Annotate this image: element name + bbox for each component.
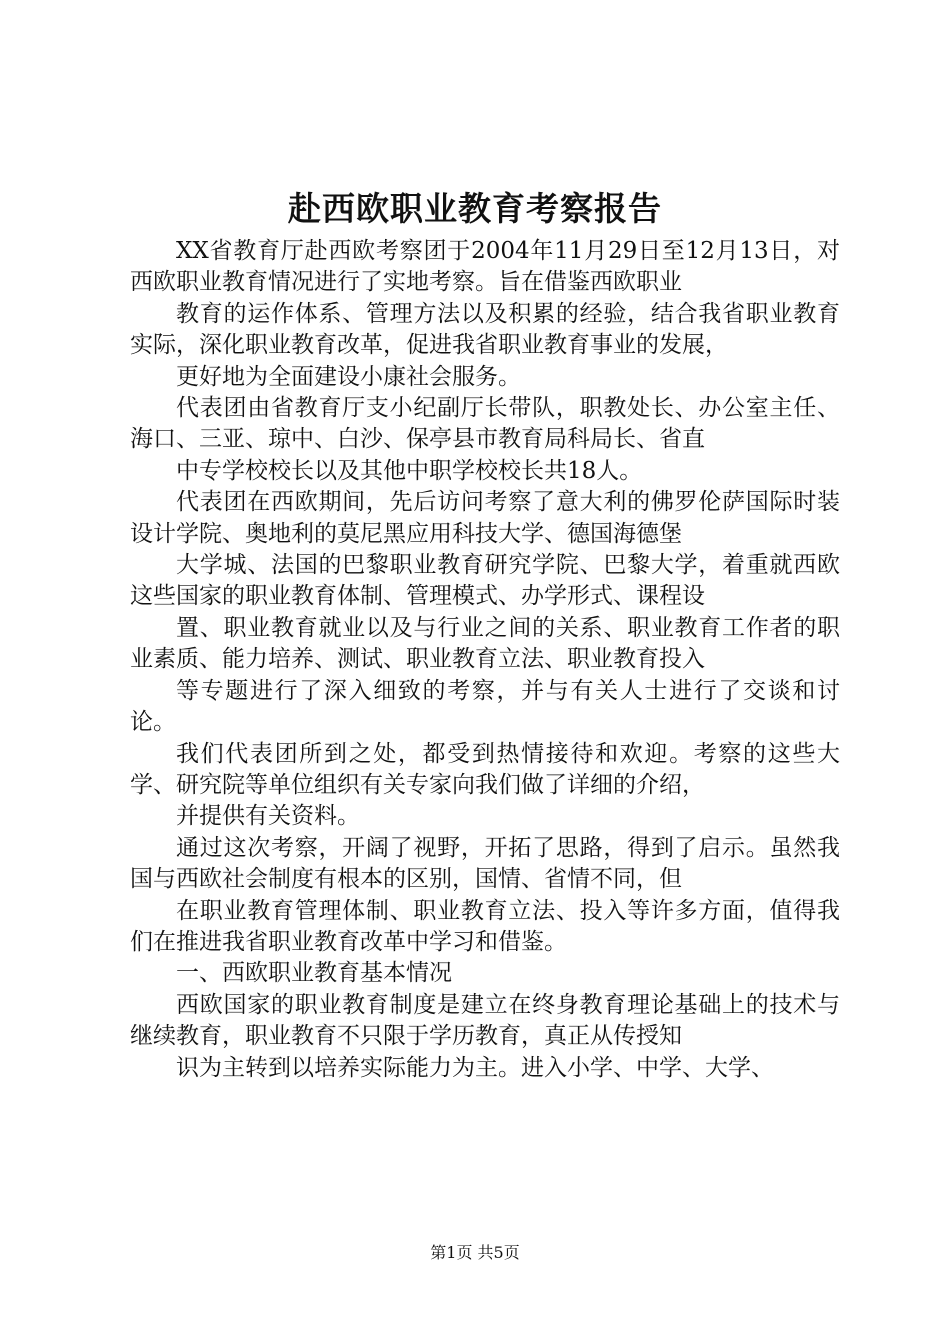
paragraph: 西欧国家的职业教育制度是建立在终身教育理论基础上的技术与继续教育，职业教育不只限于学历教育，真正从传授知	[130, 991, 840, 1050]
paragraph: 通过这次考察，开阔了视野，开拓了思路，得到了启示。虽然我国与西欧社会制度有根本的区别，国情、省情不同，但	[130, 834, 840, 893]
page-footer: 第1页 共5页	[430, 1243, 520, 1262]
paragraph: 并提供有关资料。	[176, 803, 360, 830]
paragraph: 代表团在西欧期间，先后访问考察了意大利的佛罗伦萨国际时装设计学院、奥地利的莫尼黑应用科技大学、德国海德堡	[130, 489, 840, 547]
paragraph: 置、职业教育就业以及与行业之间的关系、职业教育工作者的职业素质、能力培养、测试、职业教育立法、职业教育投入	[130, 614, 840, 673]
section-heading: 一、西欧职业教育基本情况	[176, 960, 452, 987]
paragraph: 中专学校校长以及其他中职学校校长共18人。	[176, 457, 643, 484]
paragraph: XX省教育厅赴西欧考察团于2004年11月29日至12月13日，对西欧职业教育情况进行了实地考察。旨在借鉴西欧职业	[130, 238, 840, 296]
paragraph: 等专题进行了深入细致的考察，并与有关人士进行了交谈和讨论。	[130, 677, 840, 736]
document-body	[130, 236, 840, 1084]
paragraph: 识为主转到以培养实际能力为主。进入小学、中学、大学、	[176, 1054, 774, 1081]
document-title: 赴西欧职业教育考察报告	[288, 189, 662, 228]
paragraph: 大学城、法国的巴黎职业教育研究学院、巴黎大学，着重就西欧这些国家的职业教育体制、管理模式、办学形式、课程设	[130, 552, 840, 610]
paragraph: 教育的运作体系、管理方法以及积累的经验，结合我省职业教育实际，深化职业教育改革，促进我省职业教育事业的发展，	[130, 300, 840, 359]
paragraph: 代表团由省教育厅支小纪副厅长带队，职教处长、办公室主任、海口、三亚、琼中、白沙、保亭县市教育局科局长、省直	[130, 395, 840, 453]
paragraph: 在职业教育管理体制、职业教育立法、投入等许多方面，值得我们在推进我省职业教育改革中学习和借鉴。	[130, 897, 840, 955]
paragraph: 更好地为全面建设小康社会服务。	[176, 363, 521, 390]
paragraph: 我们代表团所到之处，都受到热情接待和欢迎。考察的这些大学、研究院等单位组织有关专家向我们做了详细的介绍，	[130, 740, 840, 798]
